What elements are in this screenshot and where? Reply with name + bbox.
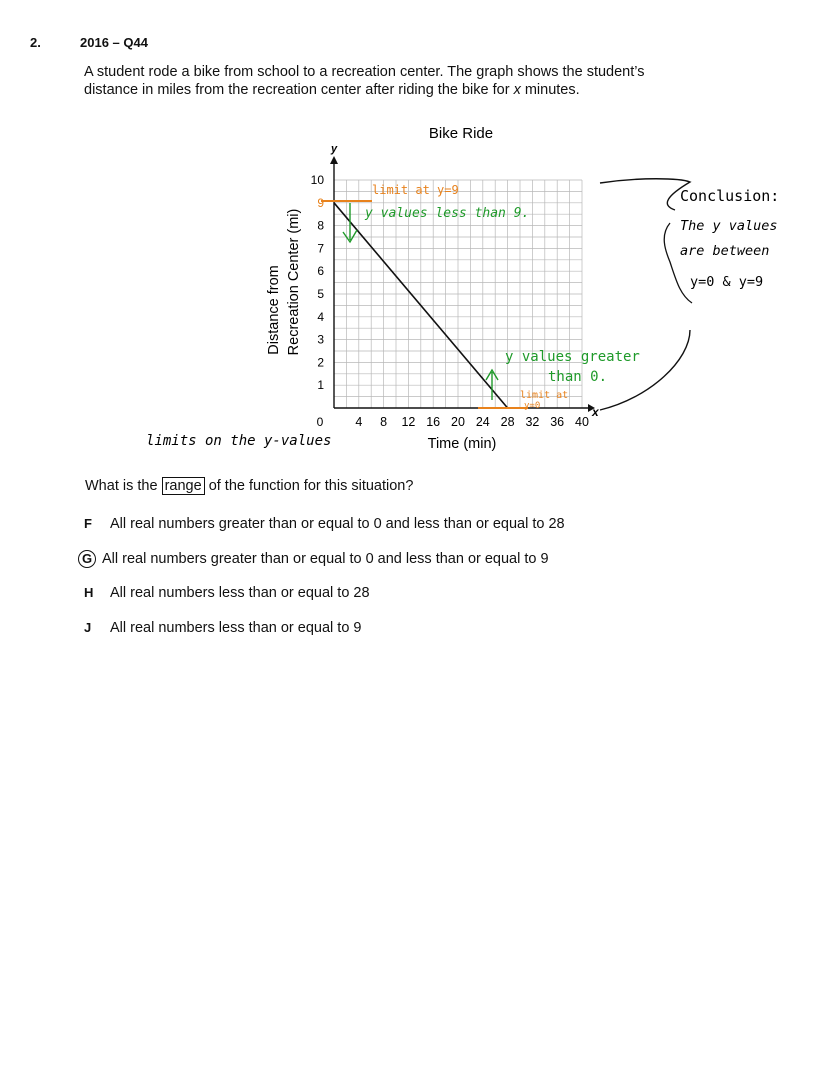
limits-note <box>146 433 331 449</box>
range-boxed-word: range <box>162 477 205 495</box>
choice-f[interactable] <box>84 516 565 532</box>
y-tick-label: 7 <box>317 241 324 256</box>
y-tick-label: 9 <box>317 195 324 210</box>
bike-ride-graph <box>0 0 828 470</box>
x-tick-label: 28 <box>500 415 515 429</box>
x-tick-label: 36 <box>550 415 565 429</box>
stem-line-2: distance in miles from the recreation center after riding the bike for x minutes. <box>84 82 580 98</box>
conclusion-line-4: y=0 & y=9 <box>690 274 764 290</box>
choice-h[interactable] <box>84 585 370 601</box>
x-axis-var: x <box>592 405 599 419</box>
y-tick-label: 1 <box>317 378 324 393</box>
limit-top-text: limit at y=9 <box>372 183 459 197</box>
conclusion-line-1: Conclusion: <box>680 187 780 205</box>
x-tick-label: 24 <box>475 415 490 429</box>
top-limit-annotation <box>321 183 529 242</box>
y-axis-var: y <box>330 143 338 155</box>
conclusion-annotation <box>600 179 779 410</box>
x-tick-label: 12 <box>401 415 416 429</box>
limit-top-green-text: y values less than 9. <box>365 206 530 221</box>
y-tick-label: 3 <box>317 332 324 347</box>
x-tick-label: 20 <box>451 415 465 429</box>
choice-f-letter: F <box>84 516 92 531</box>
x-tick-label: 8 <box>380 415 388 429</box>
choice-g-text: All real numbers greater than or equal to 0 and less than or equal to 9 <box>102 551 549 567</box>
stem-line-1: A student rode a bike from school to a recreation center. The graph shows the student’s <box>84 64 645 80</box>
choice-j-letter: J <box>84 620 92 635</box>
y-tick-label: 8 <box>317 218 324 233</box>
choice-h-text: All real numbers less than or equal to 28 <box>110 585 370 601</box>
choice-h-letter: H <box>84 585 94 600</box>
choice-j[interactable] <box>84 620 361 636</box>
y-tick-label: 10 <box>310 173 324 187</box>
conclusion-line-2: The y values <box>680 218 778 234</box>
x-tick-label: 4 <box>355 415 363 429</box>
question-code: 2016 – Q44 <box>80 35 148 50</box>
x-tick-label: 16 <box>426 415 441 429</box>
choice-f-text: All real numbers greater than or equal to 0 and less than or equal to 28 <box>110 516 565 532</box>
chart-title: Bike Ride <box>428 125 494 142</box>
y-tick-label: 6 <box>317 264 324 279</box>
y-axis-label-line2: Recreation Center (mi) <box>286 208 302 356</box>
y-tick-label: 2 <box>317 355 324 370</box>
choice-j-text: All real numbers less than or equal to 9 <box>110 620 362 636</box>
x-axis-label: Time (min) <box>427 436 497 452</box>
question-prompt: What is the range of the function for this situation? <box>85 478 414 494</box>
y-axis-label-line1: Distance from <box>266 265 282 355</box>
limit-bottom-orange-1: limit at <box>520 390 569 401</box>
limit-bottom-green-2: than 0. <box>548 369 608 385</box>
x-tick-label: 40 <box>575 415 589 429</box>
conclusion-line-3: are between <box>680 243 770 259</box>
stem-variable: x <box>513 82 521 98</box>
y-axis-arrow <box>330 156 338 164</box>
choice-g-letter: G <box>78 550 96 568</box>
x-tick-label: 32 <box>525 415 540 429</box>
limits-note-text: limits on the y-values <box>146 433 332 449</box>
question-number: 2. <box>30 35 41 50</box>
choice-g[interactable] <box>81 550 549 568</box>
limit-bottom-green-1: y values greater <box>505 349 640 365</box>
y-tick-label: 5 <box>317 287 324 301</box>
origin-label: 0 <box>316 415 324 429</box>
y-tick-label: 4 <box>317 309 324 324</box>
limit-bottom-orange-2: y=0 <box>524 401 541 411</box>
